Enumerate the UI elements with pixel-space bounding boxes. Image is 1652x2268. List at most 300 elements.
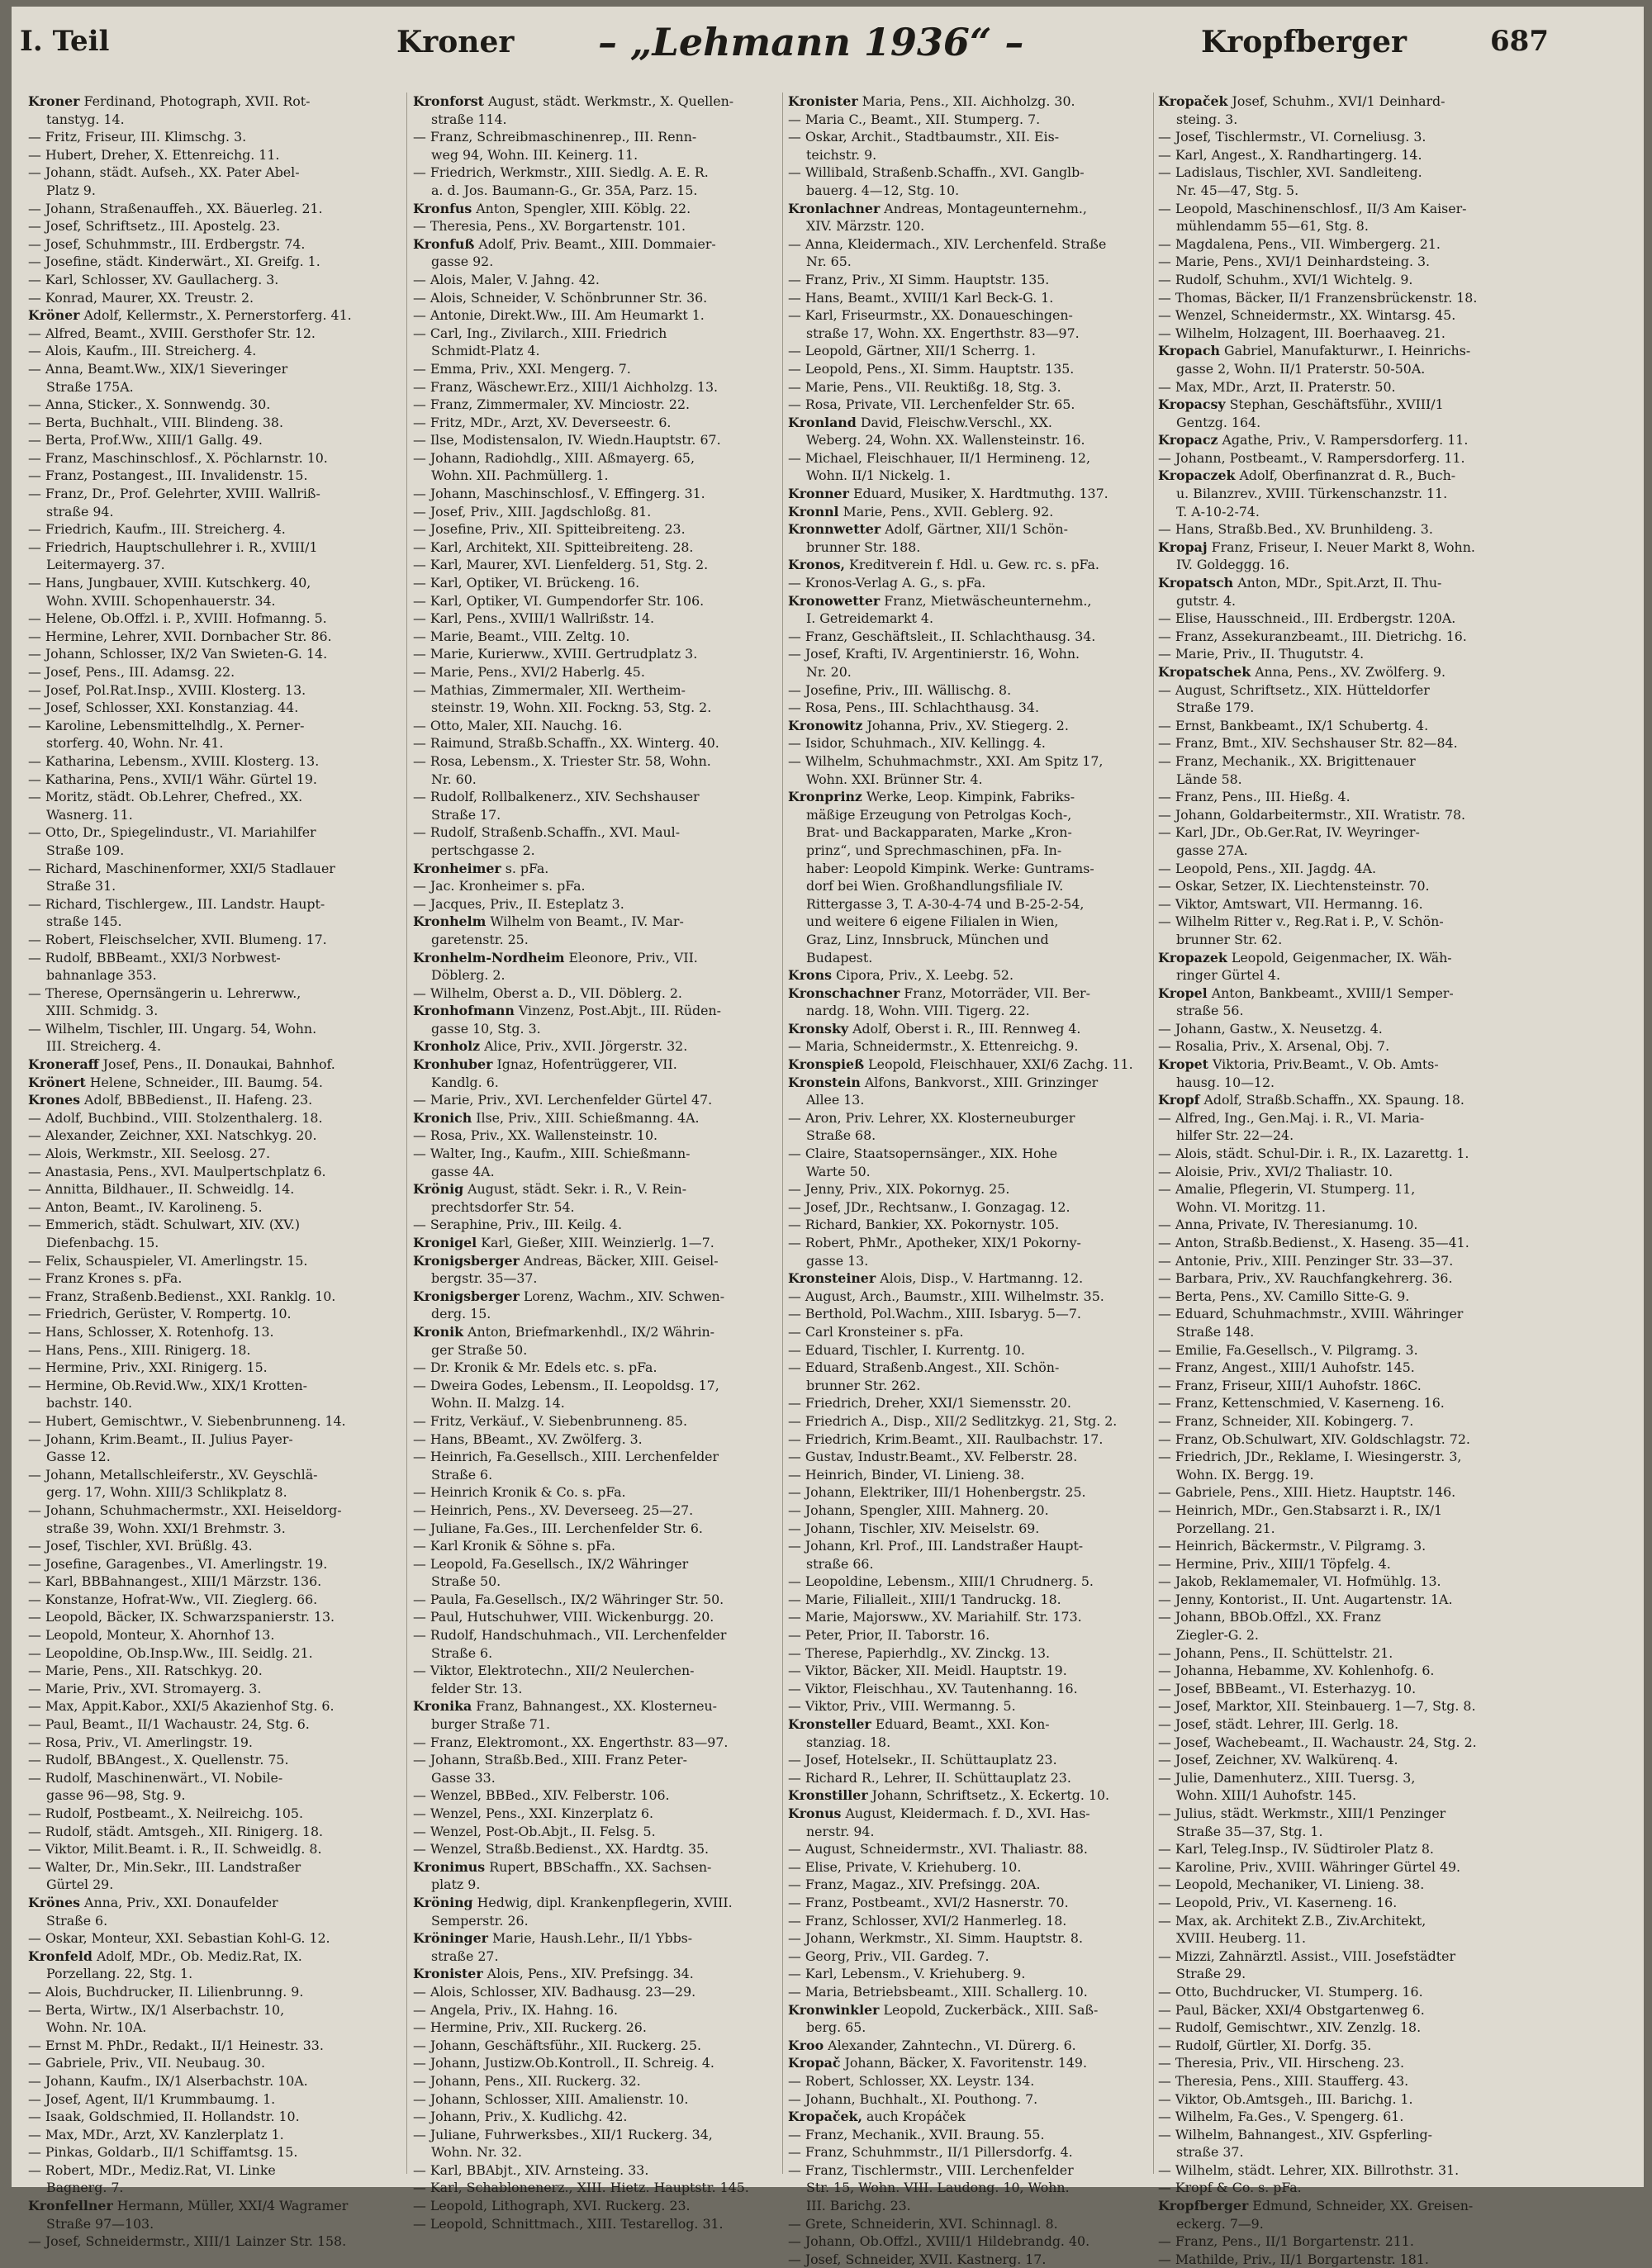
directory-line: Kronik Anton, Briefmarkenhdl., IX/2 Währin- [413, 1323, 715, 1340]
directory-line: Straße 6. [431, 1644, 493, 1661]
directory-line: Kronspieß Leopold, Fleischhauer, XXI/6 Zachg. 11. [788, 1056, 1133, 1073]
directory-line: — Aloisie, Priv., XVI/2 Thaliastr. 10. [1158, 1163, 1393, 1179]
directory-line: Krönig August, städt. Sekr. i. R., V. Rein- [413, 1181, 687, 1198]
directory-line: mühlendamm 55—61, Stg. 8. [1176, 218, 1369, 235]
directory-line: — Friedrich, Werkmstr., XIII. Siedlg. A. E. R. [413, 164, 709, 181]
entry-surname: Kronspieß [788, 1056, 865, 1073]
directory-line: burger Straße 71. [431, 1716, 551, 1733]
directory-line: brunner Str. 62. [1176, 931, 1283, 947]
directory-line: — Johann, Kaufm., IX/1 Alserbachstr. 10A. [28, 2072, 308, 2089]
directory-line: Kropač Johann, Bäcker, X. Favoritenstr. 149. [788, 2055, 1087, 2071]
directory-line: — Heinrich, MDr., Gen.Stabsarzt i. R., IX/1 [1158, 1502, 1443, 1518]
directory-line: Kronner Eduard, Musiker, X. Hardtmuthg. 137. [788, 486, 1108, 502]
part-label: I. Teil [20, 25, 110, 58]
column-divider [406, 93, 407, 2174]
directory-line: — Paul, Beamt., II/1 Wachaustr. 24, Stg. 6. [28, 1716, 310, 1733]
directory-line: — Paul, Bäcker, XXI/4 Obstgartenweg 6. [1158, 2001, 1425, 2018]
column-1 [28, 93, 403, 2250]
entry-surname: Kropatsch [1158, 575, 1234, 591]
directory-line: Straße 31. [46, 878, 116, 894]
directory-line: gasse 13. [806, 1252, 869, 1269]
directory-line: — Aron, Priv. Lehrer, XX. Klosterneuburger [788, 1109, 1075, 1126]
directory-line: hilfer Str. 22—24. [1176, 1127, 1294, 1144]
directory-line: — Thomas, Bäcker, II/1 Franzensbrückenstr. 18. [1158, 289, 1478, 306]
directory-line: straße 27. [431, 1948, 499, 1964]
directory-line: Krönes Anna, Priv., XXI. Donaufelder [28, 1894, 278, 1910]
entry-surname: Kronheimer [413, 860, 501, 876]
directory-line: XVIII. Heuberg. 11. [1176, 1930, 1307, 1947]
directory-line: — Robert, Schlosser, XX. Leystr. 134. [788, 2072, 1035, 2089]
running-title: – „Lehmann 1936“ – [598, 20, 1024, 64]
directory-line: — Leopold, Bäcker, IX. Schwarzspanierstr. 13. [28, 1609, 335, 1625]
directory-line: — Leopold, Fa.Gesellsch., IX/2 Währinger [413, 1555, 689, 1572]
directory-line: — Friedrich A., Disp., XII/2 Sedlitzkyg. 21, Stg. 2. [788, 1412, 1118, 1429]
entry-surname: Kronhelm-Nordheim [413, 949, 565, 966]
directory-line: — Johann, Radiohdlg., XIII. Aßmayerg. 65, [413, 449, 695, 466]
directory-line: — Ladislaus, Tischler, XVI. Sandleiteng. [1158, 164, 1422, 181]
directory-line: eckerg. 7—9. [1176, 2215, 1264, 2232]
directory-line: — Johann, Priv., X. Kudlichg. 42. [413, 2109, 628, 2125]
directory-line: — Marie, Pens., XII. Ratschkyg. 20. [28, 1663, 263, 1679]
directory-line: Kronschachner Franz, Motorräder, VII. Ber- [788, 985, 1090, 1001]
directory-line: — Viktor, Bäcker, XII. Meidl. Hauptstr. 19. [788, 1663, 1067, 1679]
entry-surname: Kropaj [1158, 539, 1208, 555]
directory-line: — Hermine, Priv., XXI. Rinigerg. 15. [28, 1359, 268, 1376]
directory-line: Straße 179. [1176, 700, 1255, 716]
directory-line: — Oskar, Monteur, XXI. Sebastian Kohl-G. 12. [28, 1930, 330, 1947]
directory-line: — Rudolf, Handschuhmach., VII. Lerchenfelder [413, 1627, 727, 1644]
directory-line: Nr. 20. [806, 664, 852, 680]
directory-line: — Marie, Majorsww., XV. Mariahilf. Str. 173. [788, 1609, 1082, 1625]
directory-line: Wohn. VI. Moritzg. 11. [1176, 1198, 1326, 1215]
directory-line: Kroo Alexander, Zahntechn., VI. Dürerg. 6. [788, 2037, 1076, 2053]
directory-line: — Georg, Priv., VII. Gardeg. 7. [788, 1948, 990, 1964]
directory-line: — Grete, Schneiderin, XVI. Schinnagl. 8. [788, 2215, 1058, 2232]
directory-line: — Marie, Pens., XVI/1 Deinhardsteing. 3. [1158, 254, 1431, 270]
directory-line: — Viktor, Elektrotechn., XII/2 Neulerchen- [413, 1663, 695, 1679]
directory-line: Kronister Alois, Pens., XIV. Prefsingg. 34. [413, 1966, 694, 1982]
directory-line: — Marie, Priv., XVI. Stromayerg. 3. [28, 1680, 262, 1696]
directory-line: — Josef, Schuhmmstr., III. Erdbergstr. 74. [28, 235, 306, 252]
directory-line: — Alexander, Zeichner, XXI. Natschkyg. 20. [28, 1127, 317, 1144]
directory-line: — Franz, Schneider, XII. Kobingerg. 7. [1158, 1412, 1414, 1429]
directory-line: — Karl, Optiker, VI. Gumpendorfer Str. 106. [413, 592, 705, 609]
entry-surname: Kropač [788, 2055, 841, 2071]
directory-line: — Franz, Schlosser, XVI/2 Hanmerleg. 18. [788, 1912, 1067, 1929]
directory-line: Kröninger Marie, Haush.Lehr., II/1 Ybbs- [413, 1930, 693, 1947]
directory-line: — Johann, Gastw., X. Neusetzg. 4. [1158, 1020, 1383, 1037]
entry-surname: Kronner [788, 486, 849, 502]
directory-line: bauerg. 4—12, Stg. 10. [806, 182, 960, 198]
directory-line: — Josef, Pens., III. Adamsg. 22. [28, 664, 235, 680]
directory-line: XIII. Schmidg. 3. [46, 1003, 159, 1019]
column-2 [413, 93, 778, 2232]
directory-line: — Richard R., Lehrer, II. Schüttauplatz 23. [788, 1769, 1071, 1786]
directory-line: — Johann, Pens., II. Schüttelstr. 21. [1158, 1644, 1393, 1661]
directory-line: Kropach Gabriel, Manufakturwr., I. Heinrichs- [1158, 343, 1471, 359]
directory-line: — Josef, Marktor, XII. Steinbauerg. 1—7, Stg. 8. [1158, 1698, 1476, 1715]
directory-line: — Max, MDr., Arzt, II. Praterstr. 50. [1158, 378, 1396, 395]
directory-line: straße 39, Wohn. XXI/1 Brehmstr. 3. [46, 1520, 286, 1536]
directory-line: — Emilie, Fa.Gesellsch., V. Pilgramg. 3. [1158, 1341, 1418, 1358]
directory-line: — Josef, JDr., Rechtsanw., I. Gonzagag. 12. [788, 1198, 1070, 1215]
directory-line: — Karl, Schlosser, XV. Gaullacherg. 3. [28, 271, 279, 287]
directory-line: teichstr. 9. [806, 146, 877, 163]
directory-line: — Alois, Kaufm., III. Streicherg. 4. [28, 343, 257, 359]
directory-line: — Anton, Straßb.Bedienst., X. Haseng. 35—41. [1158, 1235, 1469, 1250]
directory-line: — August, Schriftsetz., XIX. Hütteldorfer [1158, 681, 1430, 698]
directory-line: — Paul, Hutschuhwer, VIII. Wickenburgg. 20. [413, 1609, 714, 1625]
entry-surname: Kronhuber [413, 1056, 493, 1073]
directory-line: — Viktor, Amtswart, VII. Hermanng. 16. [1158, 895, 1423, 912]
directory-line: Kropfberger Edmund, Schneider, XX. Greisen- [1158, 2198, 1474, 2214]
directory-line: — Franz Krones s. pFa. [28, 1270, 183, 1287]
entry-surname: Krönes [28, 1894, 81, 1910]
directory-line: — Josef, Pol.Rat.Insp., XVIII. Klosterg. 13. [28, 681, 306, 698]
directory-line: — Heinrich, Pens., XV. Deverseeg. 25—27. [413, 1502, 694, 1518]
directory-line: Kronforst August, städt. Werkmstr., X. Quellen- [413, 93, 734, 109]
entry-surname: Kronwinkler [788, 2001, 880, 2018]
directory-line: — Theresia, Pens., XV. Borgartenstr. 101. [413, 218, 686, 235]
directory-line: — Richard, Bankier, XX. Pokornystr. 105. [788, 1217, 1060, 1233]
directory-line: Kronsteller Eduard, Beamt., XXI. Kon- [788, 1716, 1050, 1733]
directory-line: — Alois, Werkmstr., XII. Seelosg. 27. [28, 1146, 270, 1162]
entry-surname: Kropel [1158, 985, 1208, 1001]
directory-line: — Eduard, Tischler, I. Kurrentg. 10. [788, 1341, 1025, 1358]
directory-line: haber: Leopold Kimpink. Werke: Guntrams- [806, 860, 1094, 876]
directory-line: stanziag. 18. [806, 1734, 891, 1750]
entry-surname: Kropaček [1158, 93, 1228, 109]
directory-line: Wohn. XII. Pachmüllerg. 1. [431, 467, 609, 484]
directory-line: u. Bilanzrev., XVIII. Türkenschanzstr. 11. [1176, 486, 1448, 502]
directory-line: — Wenzel, Pens., XXI. Kinzerplatz 6. [413, 1805, 654, 1821]
entry-surname: Kronstein [788, 1074, 861, 1090]
directory-line: — Karl, Schablonenerz., XIII. Hietz. Hauptstr. 145. [413, 2180, 749, 2196]
directory-line: — Max, Appit.Kabor., XXI/5 Akazienhof Stg. 6. [28, 1698, 335, 1715]
directory-line: — Johann, Justizw.Ob.Kontroll., II. Schreig. 4. [413, 2055, 714, 2071]
directory-line: Leitermayerg. 37. [46, 557, 165, 573]
directory-line: — Anna, Kleidermach., XIV. Lerchenfeld. Straße [788, 235, 1107, 252]
directory-line: — Franz, Bmt., XIV. Sechshauser Str. 82—84. [1158, 735, 1458, 752]
directory-line: — Hans, Beamt., XVIII/1 Karl Beck-G. 1. [788, 289, 1054, 306]
directory-line: prechtsdorfer Str. 54. [431, 1198, 575, 1215]
directory-line: Wohn. Nr. 10A. [46, 2019, 147, 2036]
directory-line: straße 37. [1176, 2144, 1244, 2161]
directory-line: Kronfuß Adolf, Priv. Beamt., XIII. Dommaier- [413, 235, 716, 252]
directory-line: — Robert, Fleischselcher, XVII. Blumeng. 17. [28, 931, 327, 947]
directory-line: — Adolf, Buchbind., VIII. Stolzenthalerg. 18. [28, 1109, 323, 1126]
directory-line: — Josef, Schlosser, XXI. Konstanziag. 44. [28, 700, 299, 716]
directory-line: gerg. 17, Wohn. XIII/3 Schlikplatz 8. [46, 1484, 287, 1501]
directory-line: Gürtel 29. [46, 1877, 114, 1893]
directory-line: — Hubert, Dreher, X. Ettenreichg. 11. [28, 146, 280, 163]
directory-line: — Wilhelm, Schuhmachmstr., XXI. Am Spitz 17, [788, 752, 1104, 769]
directory-line: — Franz, Elektromont., XX. Engerthstr. 83—97. [413, 1734, 729, 1750]
directory-line: — Franz, Ob.Schulwart, XIV. Goldschlagstr. 72. [1158, 1431, 1470, 1447]
directory-line: und weitere 6 eigene Filialen in Wien, [806, 913, 1059, 930]
directory-line: — Johann, Krim.Beamt., II. Julius Payer- [28, 1431, 293, 1447]
entry-surname: Kronnwetter [788, 521, 881, 538]
directory-line: — Hans, Schlosser, X. Rotenhofg. 13. [28, 1323, 274, 1340]
directory-line: — Rudolf, Gemischtwr., XIV. Zenzlg. 18. [1158, 2019, 1422, 2036]
directory-line: — Max, ak. Architekt Z.B., Ziv.Architekt, [1158, 1912, 1427, 1929]
directory-line: nerstr. 94. [806, 1823, 875, 1839]
entry-surname: Kronlachner [788, 200, 881, 216]
directory-line: Porzellang. 22, Stg. 1. [46, 1966, 193, 1982]
directory-line: — Franz, Wäschewr.Erz., XIII/1 Aichholzg. 13. [413, 378, 719, 395]
directory-line: — Johann, städt. Aufseh., XX. Pater Abel- [28, 164, 300, 181]
entry-surname: Kronus [788, 1805, 842, 1821]
directory-line: Kropacsy Stephan, Geschäftsführ., XVIII/1 [1158, 396, 1444, 413]
directory-line: — Therese, Opernsängerin u. Lehrerww., [28, 985, 301, 1001]
directory-line: Wohn. XIII/1 Auhofstr. 145. [1176, 1787, 1357, 1804]
directory-line: — Maria, Betriebsbeamt., XIII. Schallerg. 10. [788, 1983, 1088, 2000]
directory-line: — Pinkas, Goldarb., II/1 Schiffamtsg. 15. [28, 2144, 298, 2161]
directory-line: Gentzg. 164. [1176, 414, 1261, 430]
directory-line: Wasnerg. 11. [46, 806, 133, 823]
directory-line: Brat- und Backapparaten, Marke „Kron- [806, 824, 1072, 841]
directory-line: — Franz, Postbeamt., XVI/2 Hasnerstr. 70. [788, 1894, 1069, 1910]
directory-line: — Hermine, Priv., XIII/1 Töpfelg. 4. [1158, 1555, 1391, 1572]
directory-line: a. d. Jos. Baumann-G., Gr. 35A, Parz. 15. [431, 182, 698, 198]
directory-line: Kronhofmann Vinzenz, Post.Abjt., III. Rüden- [413, 1003, 722, 1019]
directory-line: Kronister Maria, Pens., XII. Aichholzg. 30. [788, 93, 1075, 109]
directory-line: — Jenny, Kontorist., II. Unt. Augartenstr. 1A. [1158, 1591, 1453, 1607]
directory-line: — Richard, Tischlergew., III. Landstr. Haupt- [28, 895, 325, 912]
directory-line: Kropaček Josef, Schuhm., XVI/1 Deinhard- [1158, 93, 1446, 109]
directory-line: platz 9. [431, 1877, 481, 1893]
directory-line: T. A-10-2-74. [1176, 503, 1260, 520]
directory-line: — Viktor, Fleischhau., XV. Tautenhanng. 16. [788, 1680, 1078, 1696]
directory-line: — Maria, Schneidermstr., X. Ettenreichg. 9. [788, 1038, 1079, 1055]
directory-line: — Josef, Schneider, XVII. Kastnerg. 17. [788, 2251, 1047, 2267]
entry-surname: Kronowitz [788, 717, 863, 733]
directory-line: — Johann, Postbeamt., V. Rampersdorferg. 11. [1158, 449, 1465, 466]
directory-line: — Alois, städt. Schul-Dir. i. R., IX. Lazarettg. 1. [1158, 1146, 1469, 1162]
directory-line: steinstr. 19, Wohn. XII. Fockng. 53, Stg. 2. [431, 700, 712, 716]
directory-line: Kropaj Franz, Friseur, I. Neuer Markt 8, Wohn. [1158, 539, 1475, 555]
directory-line: — Gabriele, Pens., XIII. Hietz. Hauptstr. 146. [1158, 1484, 1456, 1501]
entry-surname: Kronimus [413, 1858, 486, 1875]
directory-line: XIV. Märzstr. 120. [806, 218, 925, 235]
directory-line: — Ernst, Bankbeamt., IX/1 Schubertg. 4. [1158, 717, 1429, 733]
directory-line: — Friedrich, JDr., Reklame, I. Wiesingerstr. 3, [1158, 1449, 1462, 1465]
directory-line: — Leopold, Maschinenschlosf., II/3 Am Kaiser- [1158, 200, 1467, 216]
directory-line: Weberg. 24, Wohn. XX. Wallensteinstr. 16. [806, 432, 1085, 448]
directory-line: — Fritz, Verkäuf., V. Siebenbrunneng. 85. [413, 1412, 687, 1429]
directory-line: — Fritz, MDr., Arzt, XV. Deverseestr. 6. [413, 414, 672, 430]
directory-line: Kronimus Rupert, BBSchaffn., XX. Sachsen- [413, 1858, 712, 1875]
directory-line: — Jenny, Priv., XIX. Pokornyg. 25. [788, 1181, 1010, 1198]
entry-surname: Kropatschek [1158, 664, 1251, 680]
directory-line: — Moritz, städt. Ob.Lehrer, Chefred., XX. [28, 789, 303, 805]
directory-line: Krons Cipora, Priv., X. Leebg. 52. [788, 967, 1014, 984]
directory-line: — Dweira Godes, Lebensm., II. Leopoldsg. 17, [413, 1377, 719, 1393]
entry-surname: Kronstiller [788, 1787, 868, 1804]
directory-line: Kronigsberger Lorenz, Wachm., XIV. Schwen- [413, 1288, 725, 1304]
directory-line: — Franz, Zimmermaler, XV. Minciostr. 22. [413, 396, 691, 413]
directory-line: — Josef, städt. Lehrer, III. Gerlg. 18. [1158, 1716, 1399, 1733]
entry-surname: Kropet [1158, 1056, 1208, 1073]
directory-line: mäßige Erzeugung von Petrolgas Koch-, [806, 806, 1072, 823]
directory-line: garetenstr. 25. [431, 931, 529, 947]
directory-line: — Peter, Prior, II. Taborstr. 16. [788, 1627, 990, 1644]
directory-line: — Johann, Elektriker, III/1 Hohenbergstr. 25. [788, 1484, 1086, 1501]
page-header [12, 20, 1644, 71]
directory-line: — Wilhelm, städt. Lehrer, XIX. Billrothstr. 31. [1158, 2161, 1460, 2178]
directory-line: — Karl Kronik & Söhne s. pFa. [413, 1538, 616, 1554]
directory-line: — Theresia, Priv., VII. Hirscheng. 23. [1158, 2055, 1404, 2071]
directory-line: — Franz, Assekuranzbeamt., III. Dietrichg. 16. [1158, 628, 1467, 644]
directory-line: — Rudolf, Straßenb.Schaffn., XVI. Maul- [413, 824, 681, 841]
directory-line: Wohn. XXI. Brünner Str. 4. [806, 771, 983, 787]
directory-line: gasse 2, Wohn. II/1 Praterstr. 50-50A. [1176, 360, 1426, 377]
directory-line: Str. 15, Wohn. VIII. Laudong. 10, Wohn. [806, 2180, 1070, 2196]
entry-surname: Kropf [1158, 1092, 1200, 1108]
directory-line: — Franz, Pens., II/1 Borgartenstr. 211. [1158, 2233, 1414, 2250]
directory-line: — Karl, Friseurmstr., XX. Donaueschingen- [788, 307, 1073, 324]
directory-line: Lände 58. [1176, 771, 1242, 787]
directory-line: — Claire, Staatsopernsänger., XIX. Hohe [788, 1146, 1058, 1162]
directory-line: Kröning Hedwig, dipl. Krankenpflegerin, XVIII. [413, 1894, 733, 1910]
directory-line: — Jakob, Reklamemaler, VI. Hofmühlg. 13. [1158, 1573, 1441, 1590]
directory-line: Kronholz Alice, Priv., XVII. Jörgerstr. 32. [413, 1038, 688, 1055]
directory-line: — August, Schneidermstr., XVI. Thaliastr. 88. [788, 1841, 1088, 1858]
directory-line: Kronfellner Hermann, Müller, XXI/4 Wagramer [28, 2198, 349, 2214]
directory-line: Kronlachner Andreas, Montageunternehm., [788, 200, 1087, 216]
directory-line: Gasse 33. [431, 1769, 496, 1786]
entry-surname: Kronholz [413, 1038, 481, 1055]
directory-line: — Julie, Damenhuterz., XIII. Tuersg. 3, [1158, 1769, 1416, 1786]
directory-line: — Leopoldine, Ob.Insp.Ww., III. Seidlg. 21. [28, 1644, 313, 1661]
entry-surname: Kronland [788, 414, 857, 430]
directory-line: Nr. 65. [806, 254, 852, 270]
directory-line: — Johann, Ob.Offzl., XVIII/1 Hildebrandg. 40. [788, 2233, 1090, 2250]
entry-surname: Kronowetter [788, 592, 881, 609]
directory-line: — Johann, Buchhalt., XI. Pouthong. 7. [788, 2090, 1038, 2107]
directory-line: — Hermine, Ob.Revid.Ww., XIX/1 Krotten- [28, 1377, 308, 1393]
directory-line: — Rudolf, städt. Amtsgeh., XII. Rinigerg. 18. [28, 1823, 324, 1839]
entry-surname: Kropazek [1158, 949, 1227, 966]
directory-line: Straße 109. [46, 842, 125, 858]
directory-line: Kropaczek Adolf, Oberfinanzrat d. R., Buch- [1158, 467, 1456, 484]
directory-line: — Walter, Dr., Min.Sekr., III. Landstraßer [28, 1858, 301, 1875]
directory-line: straße 94. [46, 503, 114, 520]
directory-line: — Friedrich, Dreher, XXI/1 Siemensstr. 20. [788, 1395, 1071, 1412]
directory-line: — Johann, Schlosser, XIII. Amalienstr. 10. [413, 2090, 689, 2107]
directory-line: — Seraphine, Priv., III. Keilg. 4. [413, 1217, 623, 1233]
directory-line: — Franz, Dr., Prof. Gelehrter, XVIII. Wallriß- [28, 486, 320, 502]
directory-line: Straße 35—37, Stg. 1. [1176, 1823, 1323, 1839]
directory-line: — Angela, Priv., IX. Hahng. 16. [413, 2001, 619, 2018]
directory-line: — Berta, Buchhalt., VIII. Blindeng. 38. [28, 414, 283, 430]
directory-line: — Hermine, Lehrer, XVII. Dornbacher Str. 86. [28, 628, 332, 644]
directory-line: — Wenzel, Schneidermstr., XX. Wintarsg. 45. [1158, 307, 1456, 324]
directory-line: Kröner Adolf, Kellermstr., X. Pernerstorferg. 41. [28, 307, 352, 324]
directory-line: Kropet Viktoria, Priv.Beamt., V. Ob. Amts- [1158, 1056, 1439, 1073]
entry-surname: Kröninger [413, 1930, 488, 1947]
directory-line: — Josef, Krafti, IV. Argentinierstr. 16, Wohn. [788, 646, 1080, 662]
directory-line: — Eduard, Schuhmachmstr., XVIII. Währinger [1158, 1306, 1464, 1322]
directory-line: — Heinrich, Bäckermstr., V. Pilgramg. 3. [1158, 1538, 1427, 1554]
entry-surname: Kronsteller [788, 1716, 871, 1733]
directory-line: — Leopold, Mechaniker, VI. Linieng. 38. [1158, 1877, 1425, 1893]
entry-surname: Kronhelm [413, 913, 487, 930]
directory-line: IV. Goldeggg. 16. [1176, 557, 1290, 573]
directory-line: — Franz, Tischlermstr., VIII. Lerchenfelder [788, 2161, 1074, 2178]
directory-line: straße 66. [806, 1555, 874, 1572]
directory-line: — Franz, Pens., III. Hießg. 4. [1158, 789, 1351, 805]
directory-line: Kronsky Adolf, Oberst i. R., III. Rennweg 4. [788, 1020, 1081, 1037]
directory-line: — Rudolf, Postbeamt., X. Neilreichg. 105. [28, 1805, 303, 1821]
directory-line: Kropatschek Anna, Pens., XV. Zwölferg. 9. [1158, 664, 1446, 680]
entry-surname: Kronich [413, 1109, 472, 1126]
directory-line: Nr. 60. [431, 771, 477, 787]
directory-line: — Josef, Agent, II/1 Krummbaumg. 1. [28, 2090, 276, 2107]
directory-line: III. Streicherg. 4. [46, 1038, 162, 1055]
directory-line: — Leopold, Pens., XII. Jagdg. 4A. [1158, 860, 1376, 876]
directory-line: Bagnerg. 7. [46, 2180, 124, 2196]
directory-line: Kronigsberger Andreas, Bäcker, XIII. Geisel- [413, 1252, 719, 1269]
directory-line: Kronstein Alfons, Bankvorst., XIII. Grinzinger [788, 1074, 1099, 1090]
directory-line: Kropatsch Anton, MDr., Spit.Arzt, II. Thu- [1158, 575, 1442, 591]
entry-surname: Kronos, [788, 557, 846, 573]
directory-line: Kandlg. 6. [431, 1074, 499, 1090]
directory-line: — Leopold, Schnittmach., XIII. Testarellog. 31. [413, 2215, 724, 2232]
directory-line: — Katharina, Pens., XVII/1 Währ. Gürtel 19. [28, 771, 317, 787]
directory-line: — Alfred, Ing., Gen.Maj. i. R., VI. Maria- [1158, 1109, 1425, 1126]
entry-surname: Kronister [413, 1966, 483, 1982]
directory-line: — Otto, Dr., Spiegelindustr., VI. Mariahilfer [28, 824, 316, 841]
directory-line: — Anna, Sticker., X. Sonnwendg. 30. [28, 396, 271, 413]
directory-line: — Paula, Fa.Gesellsch., IX/2 Währinger Str. 50. [413, 1591, 724, 1607]
directory-line: — Rudolf, Schuhm., XVI/1 Wichtelg. 9. [1158, 271, 1413, 287]
directory-line: ringer Gürtel 4. [1176, 967, 1280, 984]
directory-line: — Leopold, Gärtner, XII/1 Scherrg. 1. [788, 343, 1036, 359]
directory-line: — Franz, Postangest., III. Invalidenstr. 15. [28, 467, 308, 484]
directory-line: — Johann, Maschinschlosf., V. Effingerg. 31. [413, 486, 705, 502]
entry-surname: Kroner [28, 93, 80, 109]
directory-line: Wohn. Nr. 32. [431, 2144, 522, 2161]
directory-line: prinz“, und Sprechmaschinen, pFa. In- [806, 842, 1062, 858]
directory-line: — Juliane, Fuhrwerksbes., XII/1 Ruckerg. 34, [413, 2126, 713, 2142]
directory-line: — Franz, Priv., XI Simm. Hauptstr. 135. [788, 271, 1050, 287]
directory-line: — Josefine, städt. Kinderwärt., XI. Greifg. 1. [28, 254, 320, 270]
directory-line: Straße 6. [46, 1912, 108, 1929]
directory-line: — Leopoldine, Lebensm., XIII/1 Chrudnerg. 5. [788, 1573, 1094, 1590]
directory-line: Kronhuber Ignaz, Hofentrüggerer, VII. [413, 1056, 677, 1073]
directory-line: — Hans, Pens., XIII. Rinigerg. 18. [28, 1341, 251, 1358]
directory-line: nardg. 18, Wohn. VIII. Tigerg. 22. [806, 1003, 1030, 1019]
directory-line: — Marie, Beamt., VIII. Zeltg. 10. [413, 628, 630, 644]
directory-line: — Rosa, Priv., VI. Amerlingstr. 19. [28, 1734, 253, 1750]
directory-line: — Josef, Schneidermstr., XIII/1 Lainzer Str. 158. [28, 2233, 347, 2250]
column-3 [788, 93, 1148, 2267]
directory-line: — Rudolf, BBAngest., X. Quellenstr. 75. [28, 1752, 289, 1768]
directory-line: — Eduard, Straßenb.Angest., XII. Schön- [788, 1359, 1060, 1376]
entry-surname: Kronfellner [28, 2198, 113, 2214]
directory-line: — Johann, Schuhmachermstr., XXI. Heiseldorg- [28, 1502, 342, 1518]
directory-line: gasse 92. [431, 254, 494, 270]
directory-line: — Johann, Krl. Prof., III. Landstraßer Haupt- [788, 1538, 1084, 1554]
directory-line: — Friedrich, Gerüster, V. Rompertg. 10. [28, 1306, 292, 1322]
directory-line: — Heinrich, Binder, VI. Linieng. 38. [788, 1466, 1025, 1483]
directory-line: Straße 17. [431, 806, 501, 823]
directory-line: — Viktor, Priv., VIII. Wermanng. 5. [788, 1698, 1016, 1715]
directory-line: gutstr. 4. [1176, 592, 1237, 609]
entry-surname: Kropfberger [1158, 2198, 1249, 2214]
directory-line: Straße 68. [806, 1127, 876, 1144]
